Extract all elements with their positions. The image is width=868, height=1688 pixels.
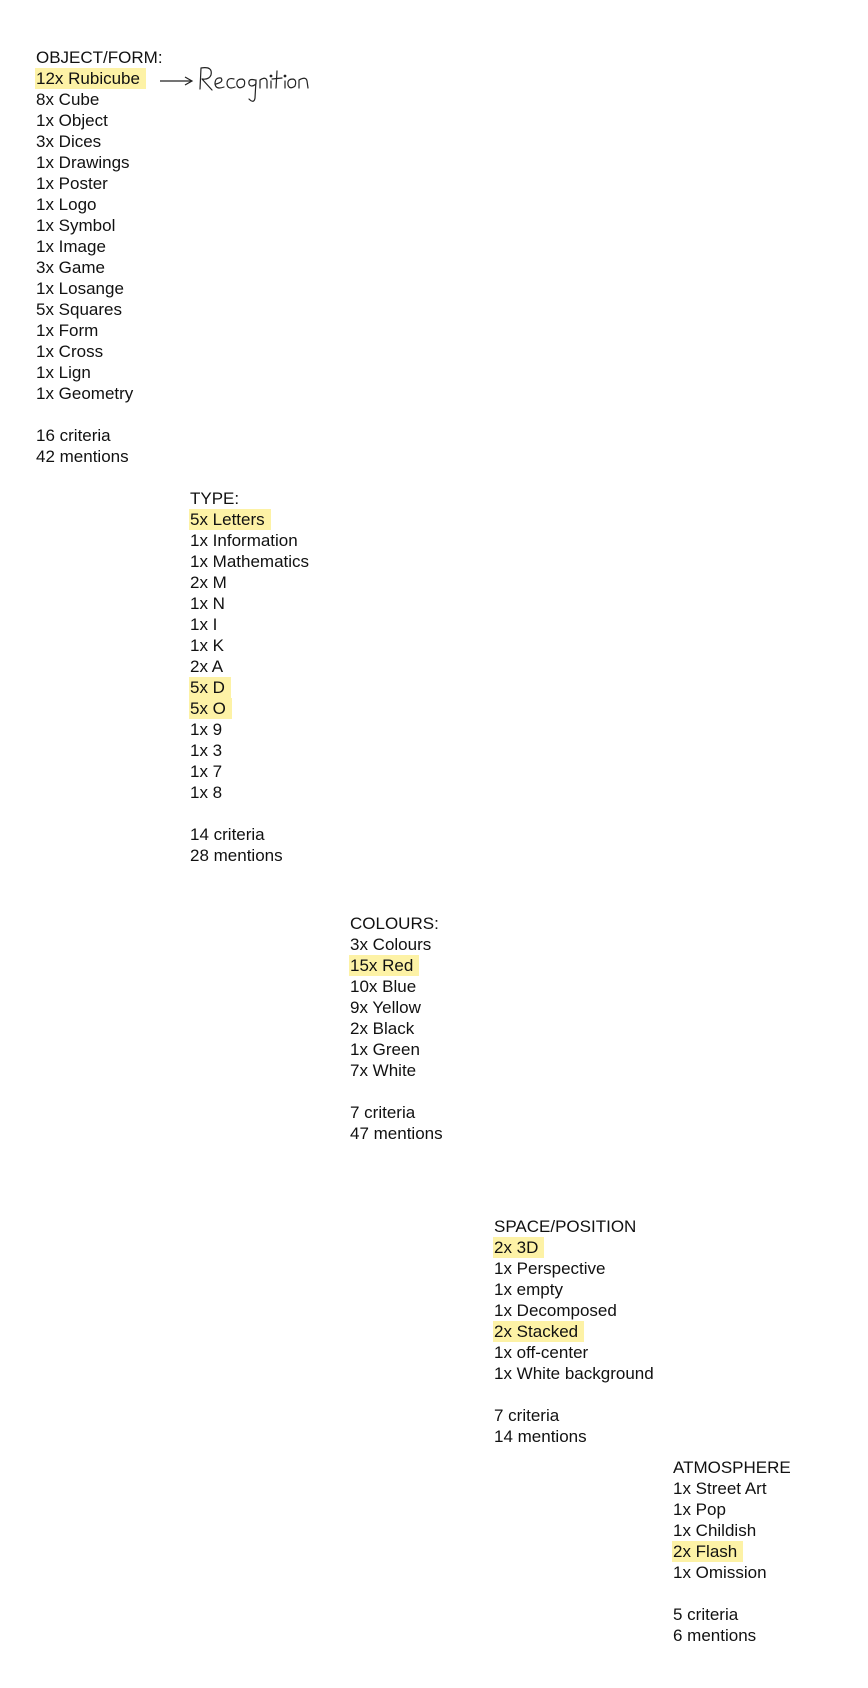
spacer	[190, 803, 311, 824]
list-item	[494, 1258, 656, 1279]
list-item	[190, 530, 311, 551]
list-item	[36, 215, 163, 236]
list-item-label: 1x 8	[190, 783, 223, 802]
list-item-label: 1x Childish	[673, 1521, 757, 1540]
list-item-label: 1x Image	[36, 237, 106, 256]
list-item-label: 1x White background	[494, 1364, 654, 1383]
list-item	[190, 656, 311, 677]
highlighted-list-item	[494, 1237, 656, 1258]
list-item	[36, 89, 163, 110]
handwritten-annotation	[158, 62, 318, 110]
mentions-count: 47 mentions	[350, 1124, 443, 1143]
list-item	[350, 997, 443, 1018]
list-item	[190, 635, 311, 656]
list-item-label: 1x Pop	[673, 1500, 726, 1519]
highlighted-list-item	[190, 509, 311, 530]
list-item-label: 9x Yellow	[350, 998, 421, 1017]
list-item-label: 1x Symbol	[36, 216, 116, 235]
list-item	[36, 383, 163, 404]
list-item-label: 1x Form	[36, 321, 99, 340]
section-header: ATMOSPHERE	[673, 1458, 791, 1477]
list-item-label: 1x Object	[36, 111, 108, 130]
section-colours	[350, 913, 443, 1144]
list-item-label: 2x M	[190, 573, 227, 592]
list-item	[36, 194, 163, 215]
list-item-label: 1x Geometry	[36, 384, 134, 403]
list-item-label: 2x Black	[350, 1019, 415, 1038]
list-item-label: 1x Information	[190, 531, 298, 550]
highlighted-list-item	[673, 1541, 791, 1562]
list-item-label: 3x Dices	[36, 132, 102, 151]
list-item-label: 5x D	[189, 677, 231, 698]
list-item	[190, 761, 311, 782]
highlighted-list-item	[494, 1321, 656, 1342]
mentions-count: 14 mentions	[494, 1427, 587, 1446]
list-item	[494, 1342, 656, 1363]
list-item-label: 3x Game	[36, 258, 105, 277]
list-item	[36, 236, 163, 257]
list-item-label: 1x 7	[190, 762, 223, 781]
list-item-label: 1x 9	[190, 720, 223, 739]
list-item	[190, 782, 311, 803]
list-item	[350, 976, 443, 997]
highlighted-list-item	[350, 955, 443, 976]
list-item	[36, 173, 163, 194]
list-item	[36, 320, 163, 341]
section-header: TYPE:	[190, 489, 240, 508]
list-item	[190, 572, 311, 593]
list-item-label: 2x Stacked	[493, 1321, 584, 1342]
list-item-label: 5x Letters	[189, 509, 271, 530]
list-item	[36, 131, 163, 152]
section-header: OBJECT/FORM:	[36, 48, 163, 67]
list-item-label: 1x K	[190, 636, 225, 655]
spacer	[36, 404, 163, 425]
list-item	[673, 1520, 791, 1541]
list-item-label: 1x I	[190, 615, 218, 634]
list-item-label: 1x Decomposed	[494, 1301, 617, 1320]
list-item	[350, 1018, 443, 1039]
arrow-right-icon	[158, 62, 318, 110]
list-item	[190, 614, 311, 635]
spacer	[673, 1583, 791, 1604]
list-item-label: 1x N	[190, 594, 225, 613]
list-item	[350, 1060, 443, 1081]
list-item-label: 5x Squares	[36, 300, 122, 319]
section-header: COLOURS:	[350, 914, 439, 933]
list-item	[350, 1039, 443, 1060]
list-item	[494, 1279, 656, 1300]
list-item-label: 1x Losange	[36, 279, 124, 298]
list-item-label: 3x Colours	[350, 935, 432, 954]
mentions-count: 6 mentions	[673, 1626, 757, 1645]
list-item-label: 2x 3D	[493, 1237, 544, 1258]
list-item-label: 1x Drawings	[36, 153, 130, 172]
list-item-label: 1x Omission	[673, 1563, 767, 1582]
list-item	[673, 1499, 791, 1520]
list-item	[36, 152, 163, 173]
list-item	[36, 257, 163, 278]
list-item	[494, 1363, 656, 1384]
list-item	[36, 362, 163, 383]
criteria-count: 7 criteria	[494, 1406, 560, 1425]
list-item	[190, 719, 311, 740]
list-item	[673, 1562, 791, 1583]
list-item-label: 1x Mathematics	[190, 552, 310, 571]
section-atmosphere	[673, 1457, 791, 1646]
criteria-count: 16 criteria	[36, 426, 111, 445]
list-item-label: 1x Perspective	[494, 1259, 606, 1278]
list-item-label: 1x Lign	[36, 363, 91, 382]
highlighted-list-item	[36, 68, 163, 89]
list-item-label: 2x Flash	[672, 1541, 743, 1562]
list-item	[190, 740, 311, 761]
list-item-label: 1x off-center	[494, 1343, 589, 1362]
list-item	[673, 1478, 791, 1499]
spacer	[350, 1081, 443, 1102]
list-item-label: 1x empty	[494, 1280, 563, 1299]
list-item-label: 1x Green	[350, 1040, 420, 1059]
list-item-label: 15x Red	[349, 955, 419, 976]
list-item-label: 2x A	[190, 657, 224, 676]
list-item	[36, 299, 163, 320]
criteria-count: 14 criteria	[190, 825, 265, 844]
section-header: SPACE/POSITION	[494, 1217, 637, 1236]
section-space-position	[494, 1216, 656, 1447]
section-object-form	[36, 47, 163, 467]
list-item-label: 10x Blue	[350, 977, 417, 996]
list-item-label: 5x O	[189, 698, 232, 719]
list-item-label: 1x Street Art	[673, 1479, 767, 1498]
list-item-label: 1x Cross	[36, 342, 104, 361]
list-item-label: 7x White	[350, 1061, 417, 1080]
mentions-count: 42 mentions	[36, 447, 129, 466]
list-item	[190, 593, 311, 614]
highlighted-list-item	[190, 698, 311, 719]
list-item	[190, 551, 311, 572]
list-item	[494, 1300, 656, 1321]
list-item	[350, 934, 443, 955]
highlighted-list-item	[190, 677, 311, 698]
list-item-label: 8x Cube	[36, 90, 100, 109]
mentions-count: 28 mentions	[190, 846, 283, 865]
criteria-count: 5 criteria	[673, 1605, 739, 1624]
list-item-label: 1x 3	[190, 741, 223, 760]
list-item	[36, 341, 163, 362]
section-type	[190, 488, 311, 866]
list-item	[36, 110, 163, 131]
spacer	[494, 1384, 656, 1405]
list-item	[36, 278, 163, 299]
list-item-label: 12x Rubicube	[35, 68, 146, 89]
list-item-label: 1x Poster	[36, 174, 108, 193]
list-item-label: 1x Logo	[36, 195, 97, 214]
criteria-count: 7 criteria	[350, 1103, 416, 1122]
